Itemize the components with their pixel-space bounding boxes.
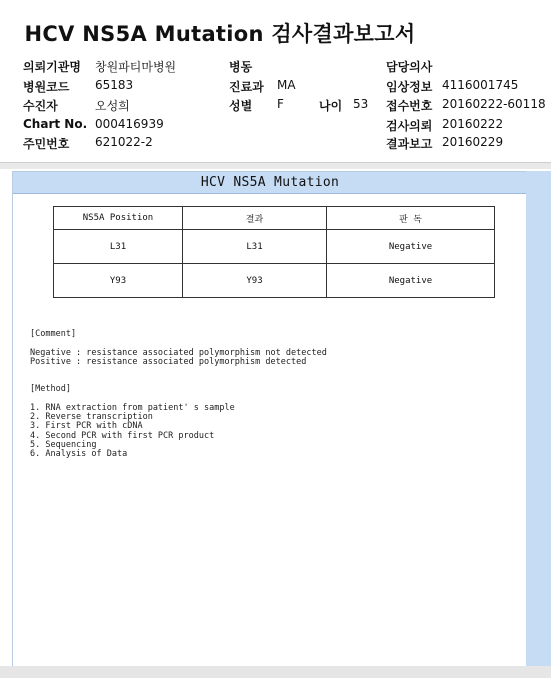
report-title: HCV NS5A Mutation 검사결과보고서 — [24, 22, 416, 46]
label-result-report-date: 결과보고 — [386, 137, 433, 151]
label-hospital-code: 병원코드 — [23, 80, 70, 94]
header-separator — [0, 162, 551, 169]
comment-line-negative: Negative : resistance associated polymorphism not detected — [30, 348, 327, 358]
method-step-5: 5. Sequencing — [30, 440, 97, 450]
value-receipt-number: 20160222-60118 — [442, 97, 546, 111]
label-requesting-institution: 의뢰기관명 — [23, 60, 81, 74]
label-chart-no: Chart No. — [23, 117, 88, 131]
header-interpretation: 판 독 — [327, 207, 495, 230]
table-row — [54, 264, 495, 298]
label-patient-name: 수진자 — [23, 99, 58, 113]
method-step-6: 6. Analysis of Data — [30, 449, 128, 459]
frame-side-band — [526, 171, 551, 668]
label-clinical-info: 임상정보 — [386, 80, 433, 94]
label-ward: 병동 — [229, 60, 253, 74]
value-chart-no: 000416939 — [95, 117, 164, 131]
value-test-request-date: 20160222 — [442, 117, 504, 131]
report-heading: HCV NS5A Mutation — [13, 172, 527, 194]
cell-position: L31 — [54, 230, 183, 264]
value-sex: F — [277, 97, 284, 111]
label-test-request-date: 검사의뢰 — [386, 119, 433, 133]
value-hospital-code: 65183 — [95, 78, 134, 92]
label-age: 나이 — [319, 99, 343, 113]
value-patient-name: 오성희 — [95, 99, 130, 113]
method-step-3: 3. First PCR with cDNA — [30, 421, 143, 431]
value-age: 53 — [353, 97, 369, 111]
method-step-2: 2. Reverse transcription — [30, 412, 153, 422]
comment-line-positive: Positive : resistance associated polymorphism detected — [30, 357, 307, 367]
label-sex: 성별 — [229, 99, 253, 113]
method-title: [Method] — [30, 384, 71, 394]
method-step-4: 4. Second PCR with first PCR product — [30, 431, 215, 441]
header-ns5a-position: NS5A Position — [54, 207, 183, 230]
header-result: 결과 — [183, 207, 327, 230]
value-clinical-info: 4116001745 — [442, 78, 519, 92]
value-requesting-institution: 창원파티마병원 — [95, 60, 177, 74]
table-row — [54, 230, 495, 264]
label-attending-physician: 담당의사 — [386, 60, 433, 74]
cell-interpretation: Negative — [327, 264, 495, 298]
label-department: 진료과 — [229, 80, 264, 94]
label-resident-number: 주민번호 — [23, 137, 70, 151]
frame-bottom-band — [0, 666, 551, 678]
table-header-row — [54, 207, 495, 230]
cell-result: Y93 — [183, 264, 327, 298]
value-department: MA — [277, 78, 296, 92]
label-receipt-number: 접수번호 — [386, 99, 433, 113]
cell-position: Y93 — [54, 264, 183, 298]
results-table — [53, 206, 495, 298]
value-result-report-date: 20160229 — [442, 135, 504, 149]
comment-title: [Comment] — [30, 329, 77, 339]
cell-result: L31 — [183, 230, 327, 264]
method-step-1: 1. RNA extraction from patient' s sample — [30, 403, 235, 413]
value-resident-number: 621022-2 — [95, 135, 153, 149]
cell-interpretation: Negative — [327, 230, 495, 264]
